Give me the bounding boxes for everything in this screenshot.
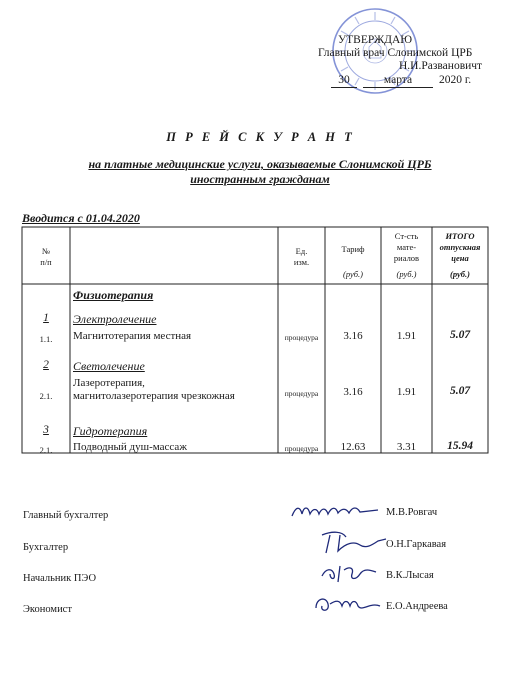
handwritten-signature bbox=[318, 562, 382, 584]
row-number: 1.1. bbox=[39, 334, 53, 344]
header-unit bbox=[278, 246, 325, 268]
group-number: 3 bbox=[43, 424, 49, 436]
group-title: Гидротерапия bbox=[73, 424, 148, 438]
signature-title: Бухгалтер bbox=[23, 542, 69, 553]
row-number: 2.1. bbox=[39, 445, 53, 455]
row-materials: 1.91 bbox=[396, 330, 417, 342]
header-num-line1: № bbox=[41, 246, 51, 256]
approval-position: Главный врач Слонимской ЦРБ bbox=[318, 47, 473, 59]
row-total: 5.07 bbox=[449, 385, 471, 397]
header-num-line2: п/п bbox=[40, 257, 52, 267]
approval-date-day: 30 bbox=[331, 74, 357, 88]
row-service-name bbox=[73, 377, 235, 403]
signature-name: В.К.Лысая bbox=[386, 570, 434, 581]
document-title: П Р Е Й С К У Р А Н Т bbox=[166, 130, 355, 144]
row-tariff: 12.63 bbox=[340, 441, 366, 453]
header-materials-line1: Ст-сть bbox=[394, 231, 419, 241]
approval-date-month: марта bbox=[363, 74, 433, 88]
row-tariff: 3.16 bbox=[343, 386, 363, 398]
header-total-line2: отпускная bbox=[439, 242, 481, 252]
header-materials-line3: риалов bbox=[393, 253, 420, 263]
group-title: Светолечение bbox=[73, 359, 145, 373]
header-unit-line1: Ед. bbox=[295, 246, 308, 256]
row-unit: процедура bbox=[284, 389, 319, 398]
signature-title: Экономист bbox=[23, 604, 72, 615]
group-title: Электролечение bbox=[73, 312, 157, 326]
row-unit: процедура bbox=[284, 333, 319, 342]
header-materials-line2: мате- bbox=[396, 242, 417, 252]
header-materials-unit: (руб.) bbox=[396, 269, 417, 279]
handwritten-signature bbox=[290, 502, 382, 520]
approval-name: Н.И.Развановичт bbox=[399, 60, 483, 72]
group-number: 1 bbox=[43, 312, 49, 324]
signature-name: М.В.Ровгач bbox=[386, 507, 438, 518]
row-materials: 3.31 bbox=[396, 441, 417, 453]
header-total bbox=[432, 231, 488, 264]
approval-word: УТВЕРЖДАЮ bbox=[338, 34, 413, 46]
row-materials: 1.91 bbox=[396, 386, 417, 398]
row-unit: процедура bbox=[284, 444, 319, 453]
row-total: 5.07 bbox=[449, 329, 471, 341]
signature-name: О.Н.Гаркавая bbox=[386, 539, 447, 550]
header-total-line3: цена bbox=[451, 253, 469, 263]
approval-date-year: 2020 г. bbox=[439, 74, 472, 86]
header-total-line1: ИТОГО bbox=[445, 231, 475, 241]
row-service-name-line1: Лазеротерапия, bbox=[73, 377, 145, 389]
row-service-name: Подводный душ-массаж bbox=[73, 441, 187, 453]
header-total-unit: (руб.) bbox=[450, 269, 470, 279]
handwritten-signature bbox=[316, 529, 388, 557]
signature-title: Главный бухгалтер bbox=[23, 510, 109, 521]
row-tariff: 3.16 bbox=[343, 330, 363, 342]
row-total: 15.94 bbox=[447, 440, 473, 452]
header-num bbox=[22, 246, 70, 268]
effective-date: Вводится с 01.04.2020 bbox=[22, 211, 140, 225]
section-title: Физиотерапия bbox=[73, 288, 154, 302]
group-number: 2 bbox=[43, 359, 49, 371]
row-service-name: Магнитотерапия местная bbox=[73, 330, 192, 342]
header-tariff: Тариф bbox=[341, 244, 365, 254]
document-subtitle-line1: на платные медицинские услуги, оказываемые Слонимской ЦРБ bbox=[88, 157, 432, 171]
signature-title: Начальник ПЭО bbox=[23, 573, 97, 584]
header-unit-line2: изм. bbox=[293, 257, 310, 267]
row-number: 2.1. bbox=[39, 391, 53, 401]
row-service-name-line2: магнитолазеротерапия чрезкожная bbox=[73, 390, 235, 402]
signature-name: Е.О.Андреева bbox=[386, 601, 448, 612]
header-tariff-unit: (руб.) bbox=[343, 269, 363, 279]
document-subtitle-line2: иностранным гражданам bbox=[190, 172, 330, 186]
handwritten-signature bbox=[312, 592, 384, 618]
header-materials bbox=[381, 231, 432, 264]
